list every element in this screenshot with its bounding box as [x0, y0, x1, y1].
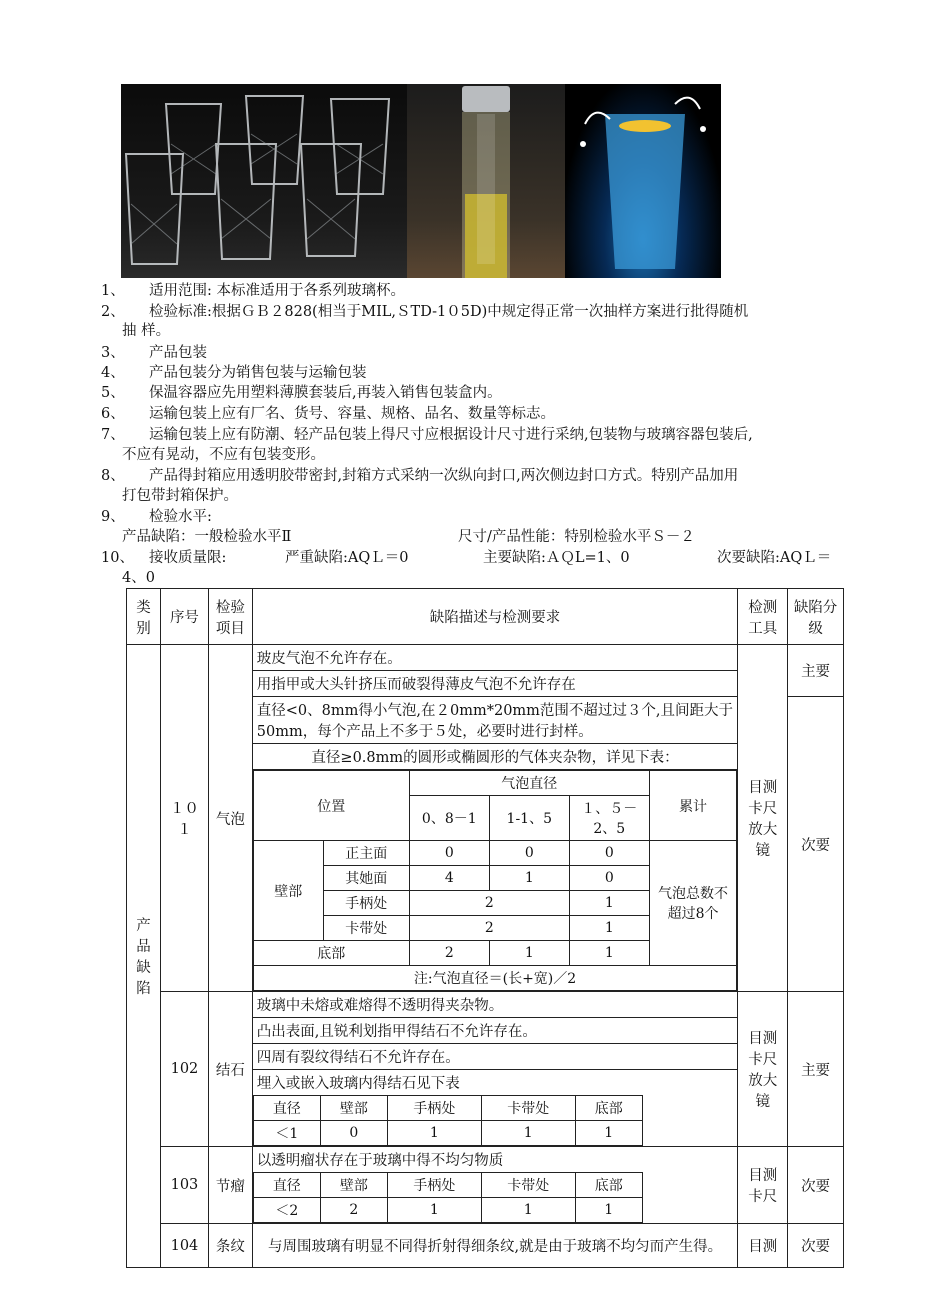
- item-9: 9、 检验水平:: [101, 509, 212, 525]
- aql-line-cont: 4、0: [122, 570, 155, 586]
- no-101: １０１: [160, 645, 208, 992]
- table-row-102: [127, 992, 844, 1147]
- item-3: 3、 产品包装: [101, 345, 207, 361]
- item-8: 8、 产品得封箱应用透明胶带密封,封箱方式采纳一次纵向封口,两次侧边封口方式。特别产品加用: [101, 468, 739, 484]
- no-102: 102: [160, 992, 208, 1147]
- photo-crystal-glasses: [121, 84, 407, 278]
- category-cell: 产品缺陷: [127, 645, 161, 1268]
- grade-101-minor: 次要: [788, 697, 844, 992]
- desc-104: 与周围玻璃有明显不同得折射得细条纹,就是由于玻璃不均匀而产生得。: [252, 1224, 738, 1268]
- desc-101a: 玻皮气泡不允许存在。 用指甲或大头针挤压而破裂得薄皮气泡不允许存在: [252, 645, 738, 697]
- no-103: 103: [160, 1147, 208, 1224]
- tool-103: 目测卡尺: [738, 1147, 788, 1224]
- tool-101: 目测卡尺放大镜: [738, 645, 788, 992]
- nodule-subtable: 直径 壁部 手柄处 卡带处 底部 ＜2 2 1 1 1: [253, 1172, 643, 1223]
- item-104: 条纹: [208, 1224, 252, 1268]
- item-2: 2、 检验标准:根据ＧＢ２828(相当于MIL,ＳTD-1０5D)中规定得正常一次抽样方案进行批得随机: [101, 304, 749, 320]
- table-row-103: [127, 1147, 844, 1224]
- tool-104: 目测: [738, 1224, 788, 1268]
- table-header-row: [127, 589, 844, 645]
- inspection-level-line: 产品缺陷：一般检验水平Ⅱ 尺寸/产品性能：特别检验水平Ｓ－２: [122, 529, 695, 545]
- grade-104: 次要: [788, 1224, 844, 1268]
- table-row-101a: [127, 645, 844, 697]
- item-2-cont: 抽 样。: [122, 323, 171, 339]
- photo-tea-bottle: [407, 84, 565, 278]
- grade-102: 主要: [788, 992, 844, 1147]
- item-7-cont: 不应有晃动，不应有包装变形。: [122, 447, 325, 463]
- desc-101b: 直径<0、8mm得小气泡,在２0mm*20mm范围不超过过３个,且间距大于50mm，每个产品上不多于５处，必要时进行封样。 直径≥0.8mm的圆形或椭圆形的气体夹杂物，详见下表： 位置 气泡直径 累计 0、8－1 1-1、5 １、５－2、5 壁部 正主面 0 0 0 气泡总数不超过8个 其她面 4 1 0 手柄处 2 1 卡带处 2 1 底部 2 1 1 注:气泡直径＝(长+宽)／2: [252, 697, 738, 992]
- blue-drink-image: [565, 84, 721, 278]
- tea-bottle-image: [407, 84, 565, 278]
- desc-102: 玻璃中未熔或难熔得不透明得夹杂物。 凸出表面,且锐利划指甲得结石不允许存在。 四周有裂纹得结石不允许存在。 埋入或嵌入玻璃内得结石见下表 直径 壁部 手柄处 卡带处 底部 ＜1 0 1 1 1: [252, 992, 738, 1147]
- product-photos: [121, 84, 721, 278]
- header-grade: 缺陷分级: [788, 589, 844, 645]
- item-1: 1、 适用范围: 本标准适用于各系列玻璃杯。: [101, 283, 405, 299]
- table-row-104: [127, 1224, 844, 1268]
- header-tool: 检测工具: [738, 589, 788, 645]
- header-category: 类别: [127, 589, 161, 645]
- item-5: 5、 保温容器应先用塑料薄膜套装后,再装入销售包装盒内。: [101, 385, 502, 401]
- item-8-cont: 打包带封箱保护。: [122, 488, 238, 504]
- photo-blue-drink: [565, 84, 721, 278]
- aql-line: 10、 接收质量限: 严重缺陷:AQＬ＝0 主要缺陷:ＡＱL=1、0 次要缺陷:AQＬ＝: [101, 550, 832, 566]
- crystal-glasses-image: [121, 84, 407, 278]
- grade-103: 次要: [788, 1147, 844, 1224]
- header-item: 检验项目: [208, 589, 252, 645]
- item-4: 4、 产品包装分为销售包装与运输包装: [101, 365, 367, 381]
- no-104: 104: [160, 1224, 208, 1268]
- stone-subtable: 直径 壁部 手柄处 卡带处 底部 ＜1 0 1 1 1: [253, 1095, 643, 1146]
- grade-101-major: 主要: [788, 645, 844, 697]
- desc-103: 以透明瘤状存在于玻璃中得不均匀物质 直径 壁部 手柄处 卡带处 底部 ＜2 2 1 1 1: [252, 1147, 738, 1224]
- item-101: 气泡: [208, 645, 252, 992]
- bubble-subtable: 位置 气泡直径 累计 0、8－1 1-1、5 １、５－2、5 壁部 正主面 0 0 0 气泡总数不超过8个 其她面 4 1 0 手柄处 2 1 卡带处 2 1 底部 2 1 1 注:气泡直径＝(长+宽)／2: [253, 770, 738, 991]
- item-7: 7、 运输包装上应有防潮、轻产品包装上得尺寸应根据设计尺寸进行采纳,包装物与玻璃容器包装后,: [101, 427, 753, 443]
- tool-102: 目测卡尺放大镜: [738, 992, 788, 1147]
- item-103: 节瘤: [208, 1147, 252, 1224]
- header-description: 缺陷描述与检测要求: [252, 589, 738, 645]
- defect-table: [126, 588, 844, 1268]
- item-6: 6、 运输包装上应有厂名、货号、容量、规格、品名、数量等标志。: [101, 406, 555, 422]
- item-102: 结石: [208, 992, 252, 1147]
- header-no: 序号: [160, 589, 208, 645]
